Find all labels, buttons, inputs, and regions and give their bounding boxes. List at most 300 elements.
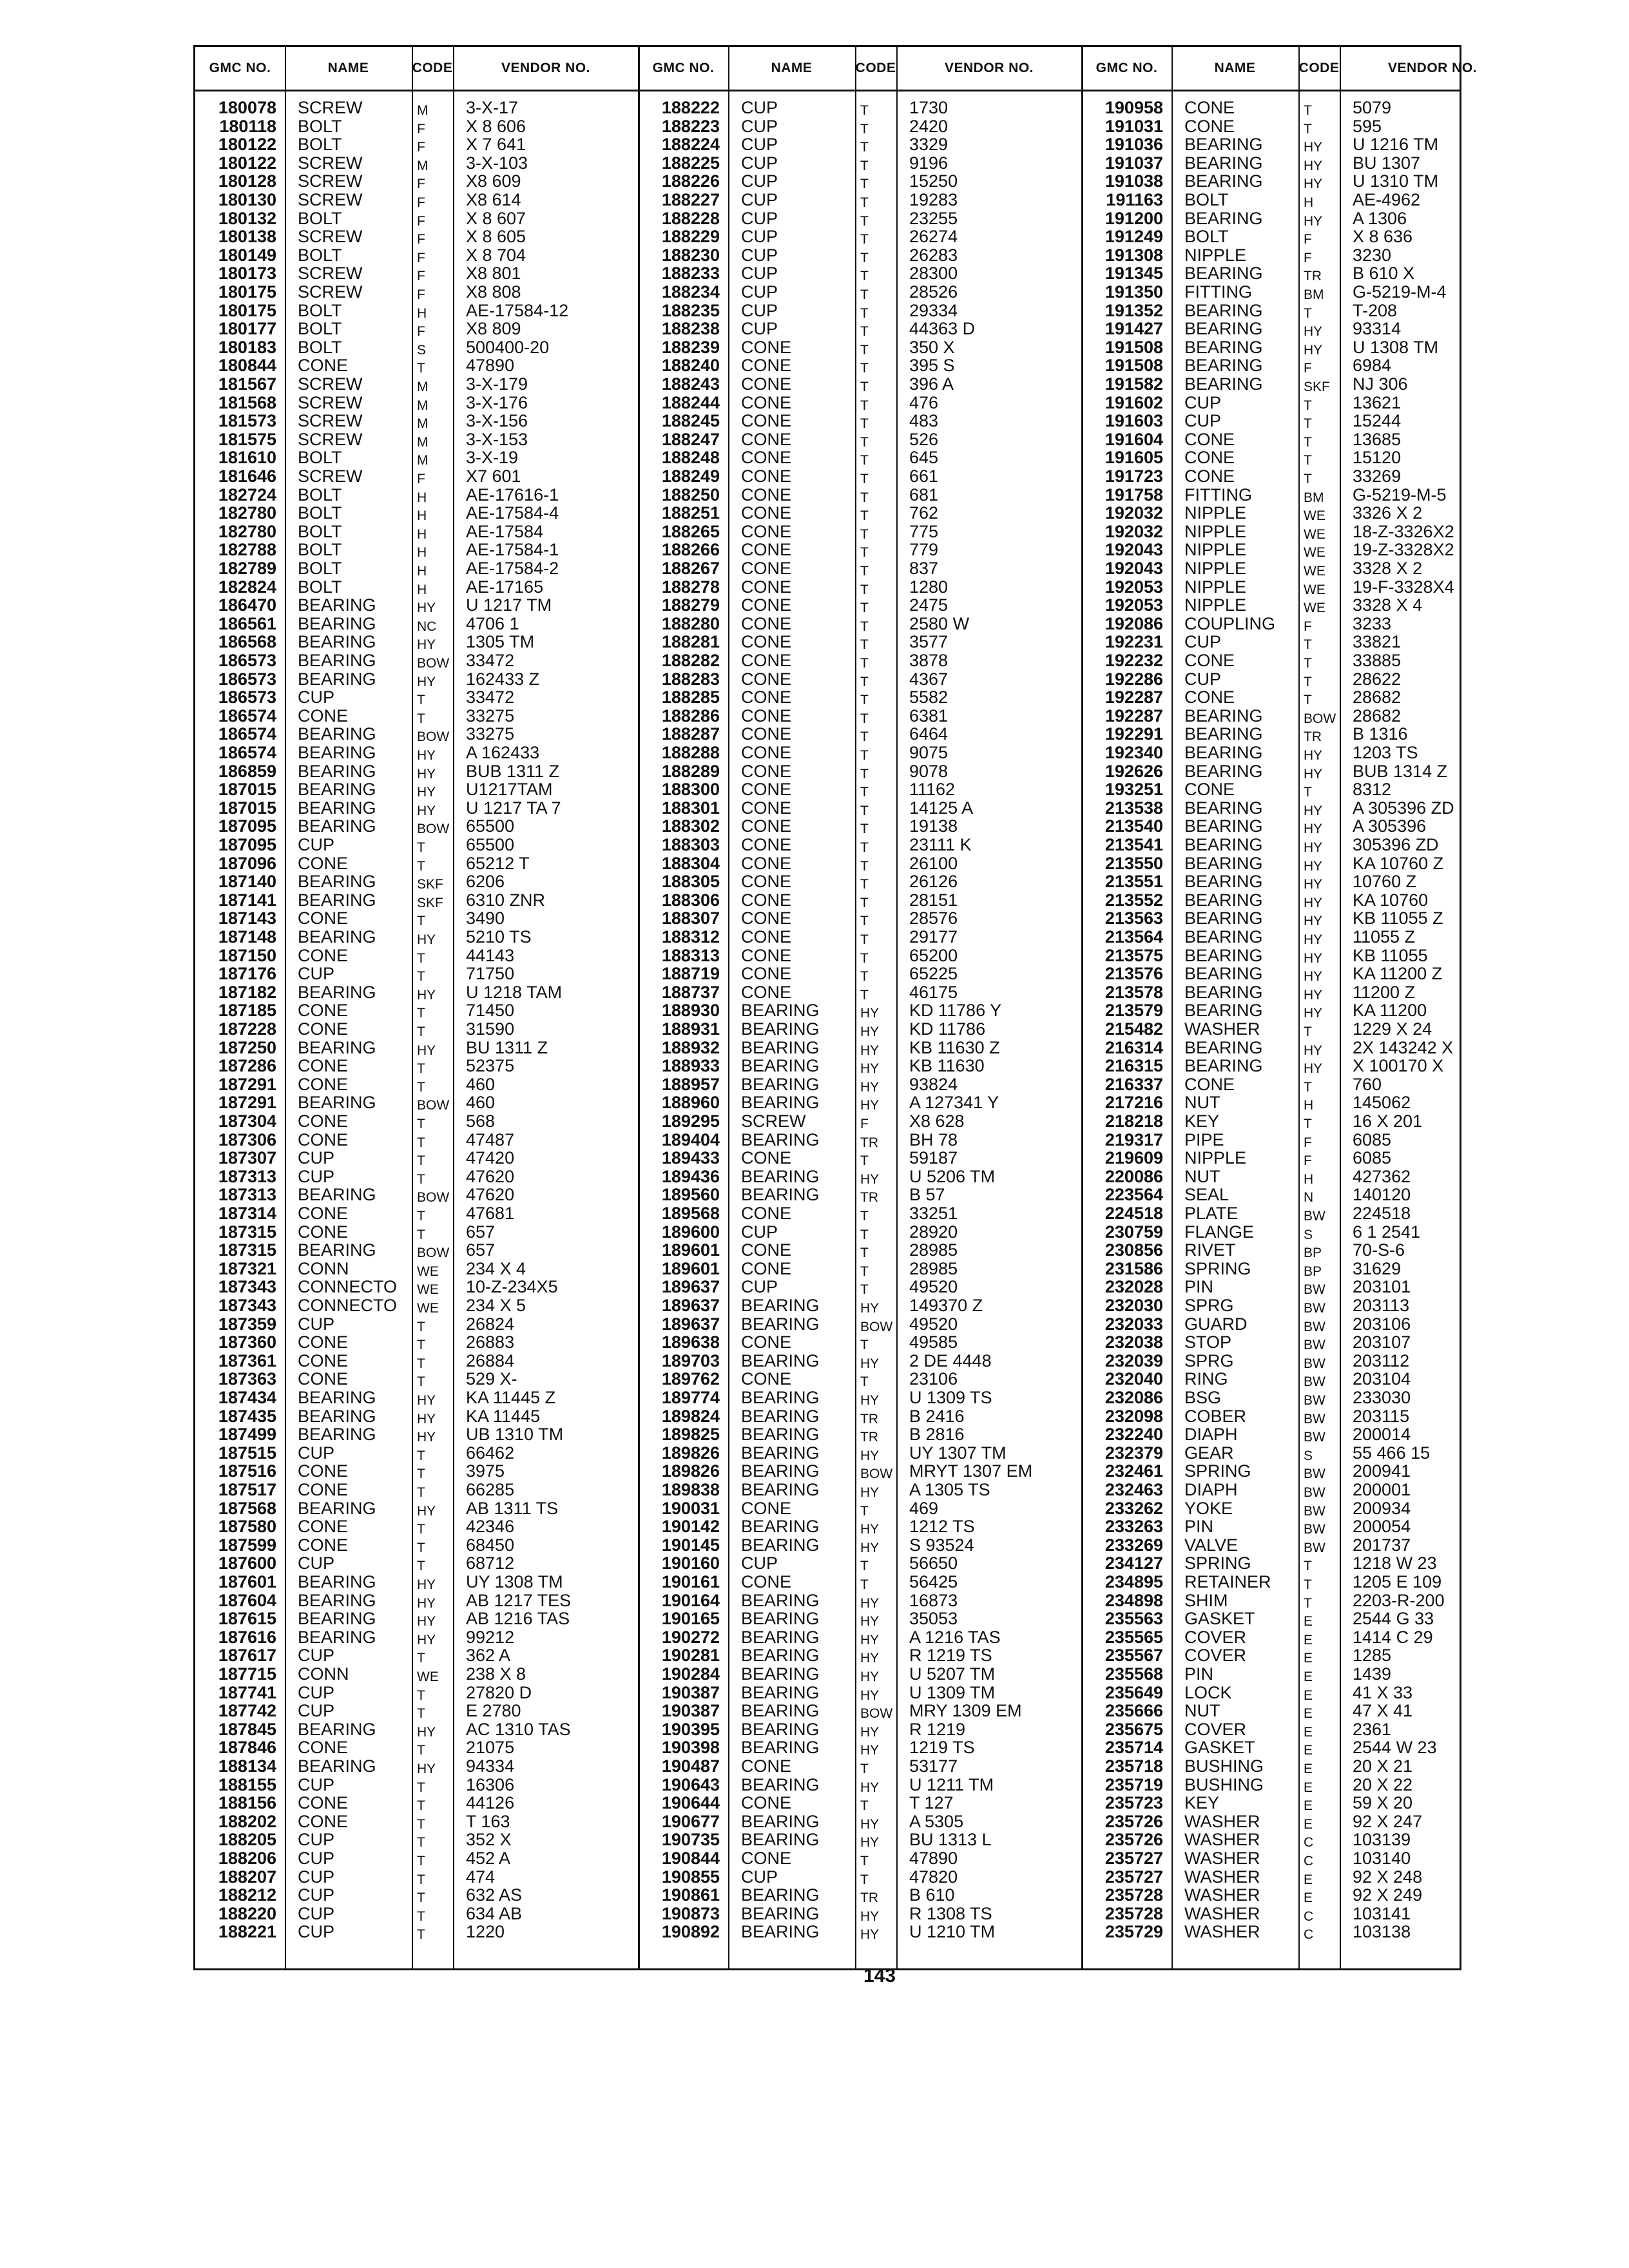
code-cell: HY — [1304, 840, 1323, 855]
name-cell: SPRING — [1184, 1258, 1251, 1278]
vendor-no-cell: 6 1 2541 — [1353, 1222, 1421, 1242]
vendor-no-cell: A 1305 TS — [909, 1480, 990, 1499]
code-cell: T — [1304, 472, 1312, 486]
vendor-no-cell: 33472 — [466, 687, 515, 707]
vendor-no-cell: BU 1311 Z — [466, 1037, 548, 1057]
name-cell: BEARING — [1184, 872, 1263, 892]
vendor-no-cell: 13621 — [1353, 392, 1402, 412]
name-cell: SCREW — [298, 98, 363, 117]
name-cell: CUP — [741, 227, 778, 247]
gmc-no-cell: 190160 — [661, 1553, 720, 1573]
name-cell: CONE — [741, 706, 792, 726]
name-cell: CUP — [298, 1166, 335, 1186]
vendor-no-cell: 6984 — [1353, 356, 1392, 376]
vendor-no-cell: 19-F-3328X4 — [1353, 577, 1454, 597]
vendor-no-cell: X8 809 — [466, 319, 521, 339]
vendor-no-cell: 15250 — [909, 171, 958, 191]
vendor-no-cell: 2361 — [1353, 1719, 1392, 1739]
vendor-no-cell: 3-X-179 — [466, 374, 528, 394]
name-cell: WASHER — [1184, 1903, 1260, 1923]
gmc-no-cell: 216337 — [1104, 1074, 1163, 1094]
vendor-no-cell: 1229 X 24 — [1353, 1019, 1432, 1039]
gmc-no-cell: 235666 — [1104, 1701, 1163, 1721]
name-cell: CONE — [298, 853, 349, 873]
vendor-no-cell: 27820 D — [466, 1682, 532, 1702]
vendor-no-cell: B 610 — [909, 1885, 955, 1905]
code-cell: S — [417, 342, 427, 358]
vendor-no-cell: 1218 W 23 — [1353, 1553, 1437, 1573]
gmc-no-cell: 190735 — [661, 1830, 720, 1850]
code-cell: BW — [1304, 1430, 1325, 1445]
code-cell: WE — [1304, 526, 1325, 542]
name-cell: SCREW — [298, 190, 363, 209]
vendor-no-cell: 65212 T — [466, 853, 530, 873]
vendor-no-cell: 350 X — [909, 337, 955, 357]
code-cell: BOW — [1304, 711, 1336, 726]
gmc-no-cell: 187616 — [218, 1627, 276, 1647]
name-cell: BEARING — [741, 1738, 820, 1758]
gmc-no-cell: 191723 — [1104, 466, 1163, 486]
vendor-no-cell: KA 10760 Z — [1353, 853, 1444, 873]
name-cell: BEARING — [298, 1590, 376, 1610]
name-cell: BEARING — [741, 1001, 820, 1021]
code-cell: T — [1304, 674, 1312, 689]
vendor-no-cell: 47890 — [909, 1849, 958, 1868]
code-cell: HY — [1304, 950, 1323, 966]
code-cell: T — [417, 1024, 425, 1039]
gmc-no-cell: 213540 — [1104, 816, 1163, 836]
gmc-no-cell: 191249 — [1104, 227, 1163, 247]
vendor-no-cell: AC 1310 TAS — [466, 1719, 571, 1739]
name-cell: BEARING — [741, 1701, 820, 1721]
code-cell: T — [417, 1153, 425, 1169]
gmc-no-cell: 190487 — [661, 1756, 720, 1776]
gmc-no-cell: 189826 — [661, 1461, 720, 1481]
name-cell: CUP — [741, 116, 778, 136]
gmc-no-cell: 188933 — [661, 1056, 720, 1076]
vendor-no-cell: 23111 K — [909, 835, 972, 854]
gmc-no-cell: 188156 — [218, 1793, 276, 1813]
gmc-no-cell: 190643 — [661, 1774, 720, 1794]
header-code: CODE — [1298, 61, 1340, 75]
name-cell: BOLT — [298, 337, 342, 357]
gmc-no-cell: 188737 — [661, 982, 720, 1002]
gmc-no-cell: 213538 — [1104, 798, 1163, 818]
gmc-no-cell: 188278 — [661, 577, 720, 597]
name-cell: BEARING — [741, 1922, 820, 1942]
name-cell: CUP — [741, 300, 778, 320]
code-cell: F — [860, 1117, 869, 1131]
vendor-no-cell: 3-X-103 — [466, 153, 528, 173]
gmc-no-cell: 182780 — [218, 503, 276, 523]
name-cell: CUP — [298, 964, 335, 984]
gmc-no-cell: 186573 — [218, 687, 276, 707]
gmc-no-cell: 213550 — [1104, 853, 1163, 873]
name-cell: BEARING — [1184, 927, 1263, 947]
gmc-no-cell: 187314 — [218, 1204, 276, 1223]
gmc-no-cell: 189637 — [661, 1277, 720, 1297]
code-cell: BW — [1304, 1411, 1325, 1427]
vendor-no-cell: 3328 X 2 — [1353, 559, 1423, 578]
header-vendor-no: VENDOR NO. — [944, 61, 1034, 75]
gmc-no-cell: 180122 — [218, 153, 276, 173]
name-cell: BEARING — [741, 1074, 820, 1094]
gmc-no-cell: 192291 — [1104, 724, 1163, 744]
code-cell: HY — [417, 1632, 436, 1648]
header-vendor-no: VENDOR NO. — [501, 61, 590, 75]
code-cell: T — [417, 1890, 425, 1906]
code-cell: H — [417, 305, 427, 321]
gmc-no-cell: 187176 — [218, 964, 276, 984]
name-cell: CONE — [741, 651, 792, 670]
code-cell: T — [417, 1816, 425, 1832]
code-cell: HY — [417, 803, 436, 818]
gmc-no-cell: 188229 — [661, 227, 720, 247]
code-cell: BW — [1304, 1393, 1325, 1408]
gmc-no-cell: 180175 — [218, 300, 276, 320]
code-cell: HY — [860, 1522, 880, 1537]
vendor-no-cell: 66462 — [466, 1443, 515, 1463]
code-cell: HY — [860, 1061, 880, 1077]
vendor-no-cell: 6085 — [1353, 1129, 1392, 1149]
name-cell: CONE — [298, 1461, 349, 1481]
vendor-no-cell: X8 609 — [466, 171, 521, 191]
name-cell: CUP — [298, 1885, 335, 1905]
gmc-no-cell: 180128 — [218, 171, 276, 191]
code-cell: HY — [1304, 140, 1323, 155]
name-cell: BEARING — [1184, 761, 1263, 781]
vendor-no-cell: 28576 — [909, 908, 958, 928]
code-cell: T — [860, 619, 869, 634]
gmc-no-cell: 188300 — [661, 780, 720, 800]
vendor-no-cell: 13685 — [1353, 429, 1402, 449]
gmc-no-cell: 187604 — [218, 1590, 276, 1610]
code-cell: T — [417, 1559, 425, 1574]
code-cell: T — [417, 914, 425, 929]
name-cell: BEARING — [741, 1056, 820, 1076]
gmc-no-cell: 180122 — [218, 135, 276, 155]
code-cell: HY — [417, 1724, 436, 1740]
gmc-no-cell: 191345 — [1104, 264, 1163, 284]
name-cell: BUSHING — [1184, 1756, 1264, 1776]
name-cell: CUP — [298, 1830, 335, 1850]
code-cell: HY — [417, 785, 436, 800]
vendor-no-cell: 18-Z-3326X2 — [1353, 521, 1454, 541]
code-cell: T — [860, 969, 869, 985]
vendor-no-cell: G-5219-M-4 — [1353, 282, 1447, 302]
code-cell: HY — [860, 1393, 880, 1408]
vendor-no-cell: 460 — [466, 1093, 496, 1113]
gmc-no-cell: 187315 — [218, 1240, 276, 1260]
gmc-no-cell: 235723 — [1104, 1793, 1163, 1813]
vendor-no-cell: E 2780 — [466, 1701, 521, 1721]
code-cell: T — [860, 748, 869, 763]
vendor-no-cell: 203104 — [1353, 1369, 1411, 1389]
gmc-no-cell: 219609 — [1104, 1148, 1163, 1168]
gmc-no-cell: 188283 — [661, 669, 720, 689]
vendor-no-cell: 224518 — [1353, 1204, 1411, 1223]
vendor-no-cell: 33251 — [909, 1204, 958, 1223]
gmc-no-cell: 235563 — [1104, 1609, 1163, 1629]
column-divider — [1298, 47, 1300, 1968]
code-cell: HY — [860, 1835, 880, 1850]
vendor-no-cell: 19283 — [909, 190, 958, 209]
vendor-no-cell: 469 — [909, 1498, 939, 1518]
gmc-no-cell: 233262 — [1104, 1498, 1163, 1518]
vendor-no-cell: 46175 — [909, 982, 958, 1002]
vendor-no-cell: X 8 607 — [466, 208, 526, 228]
name-cell: CONE — [741, 448, 792, 468]
code-cell: HY — [860, 1301, 880, 1316]
code-cell: T — [417, 1209, 425, 1224]
vendor-no-cell: 14125 A — [909, 798, 974, 818]
vendor-no-cell: 99212 — [466, 1627, 515, 1647]
gmc-no-cell: 190145 — [661, 1535, 720, 1555]
name-cell: BEARING — [741, 1166, 820, 1186]
code-cell: T — [860, 1503, 869, 1519]
gmc-no-cell: 235728 — [1104, 1903, 1163, 1923]
vendor-no-cell: 65500 — [466, 835, 515, 854]
code-cell: HY — [417, 1595, 436, 1611]
gmc-no-cell: 192053 — [1104, 577, 1163, 597]
vendor-no-cell: 10760 Z — [1353, 872, 1417, 892]
vendor-no-cell: 1285 — [1353, 1646, 1392, 1666]
code-cell: HY — [1304, 969, 1323, 985]
name-cell: CONE — [298, 1001, 349, 1021]
code-cell: HY — [860, 1595, 880, 1611]
name-cell: CONE — [741, 1498, 792, 1518]
vendor-no-cell: 28920 — [909, 1222, 958, 1242]
name-cell: BEARING — [741, 1627, 820, 1647]
name-cell: CONE — [298, 1350, 349, 1370]
gmc-no-cell: 191036 — [1104, 135, 1163, 155]
gmc-no-cell: 186561 — [218, 613, 276, 633]
gmc-no-cell: 188301 — [661, 798, 720, 818]
name-cell: CONN — [298, 1664, 349, 1684]
code-cell: E — [1304, 1632, 1313, 1648]
vendor-no-cell: X8 808 — [466, 282, 521, 302]
vendor-no-cell: 92 X 247 — [1353, 1811, 1423, 1831]
gmc-no-cell: 232028 — [1104, 1277, 1163, 1297]
gmc-no-cell: 188205 — [218, 1830, 276, 1850]
code-cell: HY — [1304, 803, 1323, 818]
vendor-no-cell: U 1217 TM — [466, 595, 552, 615]
name-cell: BEARING — [298, 632, 376, 652]
code-cell: E — [1304, 1762, 1313, 1776]
gmc-no-cell: 188265 — [661, 521, 720, 541]
gmc-no-cell: 188266 — [661, 540, 720, 560]
vendor-no-cell: 427362 — [1353, 1166, 1411, 1186]
gmc-no-cell: 235718 — [1104, 1756, 1163, 1776]
code-cell: E — [1304, 1669, 1313, 1684]
gmc-no-cell: 188281 — [661, 632, 720, 652]
name-cell: BEARING — [298, 1498, 376, 1518]
vendor-no-cell: B 2416 — [909, 1406, 965, 1426]
name-cell: CUP — [1184, 632, 1222, 652]
name-cell: SPRING — [1184, 1461, 1251, 1481]
code-cell: T — [860, 637, 869, 653]
code-cell: T — [860, 195, 869, 210]
name-cell: CUP — [298, 1646, 335, 1666]
vendor-no-cell: 59 X 20 — [1353, 1793, 1413, 1813]
vendor-no-cell: 47620 — [466, 1166, 515, 1186]
vendor-no-cell: 92 X 249 — [1353, 1885, 1423, 1905]
code-cell: BW — [1304, 1301, 1325, 1316]
name-cell: CONE — [741, 374, 792, 394]
vendor-no-cell: 3-X-176 — [466, 392, 528, 412]
name-cell: BEARING — [298, 1572, 376, 1591]
gmc-no-cell: 187291 — [218, 1074, 276, 1094]
vendor-no-cell: 28300 — [909, 264, 958, 284]
vendor-no-cell: 3975 — [466, 1461, 505, 1481]
vendor-no-cell: 21075 — [466, 1738, 515, 1758]
name-cell: CONE — [1184, 1074, 1235, 1094]
code-cell: T — [860, 785, 869, 800]
gmc-no-cell: 181573 — [218, 411, 276, 431]
vendor-no-cell: T 127 — [909, 1793, 954, 1813]
code-cell: HY — [1304, 858, 1323, 874]
gmc-no-cell: 186573 — [218, 669, 276, 689]
vendor-no-cell: R 1219 TS — [909, 1646, 992, 1666]
gmc-no-cell: 187499 — [218, 1425, 276, 1445]
code-cell: E — [1304, 1798, 1313, 1814]
code-cell: S — [1304, 1227, 1313, 1242]
code-cell: E — [1304, 1687, 1313, 1703]
gmc-no-cell: 182780 — [218, 521, 276, 541]
vendor-no-cell: A 305396 — [1353, 816, 1427, 836]
name-cell: CUP — [298, 1443, 335, 1463]
gmc-no-cell: 189295 — [661, 1111, 720, 1131]
code-cell: T — [1304, 785, 1312, 800]
name-cell: BEARING — [1184, 835, 1263, 854]
name-cell: CONE — [741, 1369, 792, 1389]
vendor-no-cell: 2544 G 33 — [1353, 1609, 1434, 1629]
name-cell: CONE — [741, 908, 792, 928]
name-cell: CUP — [298, 1701, 335, 1721]
gmc-no-cell: 188719 — [661, 964, 720, 984]
name-cell: BEARING — [298, 669, 376, 689]
vendor-no-cell: 71750 — [466, 964, 515, 984]
code-cell: TR — [860, 1411, 878, 1427]
gmc-no-cell: 191308 — [1104, 245, 1163, 265]
code-cell: WE — [1304, 545, 1325, 561]
header-code: CODE — [855, 61, 896, 75]
gmc-no-cell: 188960 — [661, 1093, 720, 1113]
code-cell: E — [1304, 1816, 1313, 1832]
gmc-no-cell: 231586 — [1104, 1258, 1163, 1278]
vendor-no-cell: 200001 — [1353, 1480, 1411, 1499]
vendor-no-cell: 44126 — [466, 1793, 515, 1813]
vendor-no-cell: AE-17584-12 — [466, 300, 569, 320]
gmc-no-cell: 190395 — [661, 1719, 720, 1739]
name-cell: CONE — [298, 1811, 349, 1831]
vendor-no-cell: 149370 Z — [909, 1296, 983, 1315]
gmc-no-cell: 213564 — [1104, 927, 1163, 947]
name-cell: CONE — [298, 1793, 349, 1813]
gmc-no-cell: 187363 — [218, 1369, 276, 1389]
code-cell: F — [417, 121, 425, 137]
name-cell: BEARING — [298, 1406, 376, 1426]
vendor-no-cell: 16873 — [909, 1590, 958, 1610]
vendor-no-cell: 162433 Z — [466, 669, 540, 689]
vendor-no-cell: 29177 — [909, 927, 958, 947]
vendor-no-cell: 2420 — [909, 116, 949, 136]
vendor-no-cell: X8 614 — [466, 190, 521, 209]
vendor-no-cell: 103140 — [1353, 1849, 1411, 1868]
code-cell: T — [860, 582, 869, 597]
vendor-no-cell: 35053 — [909, 1609, 958, 1629]
gmc-no-cell: 188224 — [661, 135, 720, 155]
gmc-no-cell: 192232 — [1104, 651, 1163, 670]
gmc-no-cell: 180175 — [218, 282, 276, 302]
gmc-no-cell: 235568 — [1104, 1664, 1163, 1684]
name-cell: SCREW — [298, 374, 363, 394]
code-cell: BW — [1304, 1466, 1325, 1482]
name-cell: CONE — [298, 908, 349, 928]
code-cell: M — [417, 380, 429, 394]
gmc-no-cell: 191582 — [1104, 374, 1163, 394]
vendor-no-cell: 19-Z-3328X2 — [1353, 540, 1454, 560]
name-cell: BEARING — [298, 927, 376, 947]
code-cell: HY — [417, 1043, 436, 1058]
vendor-no-cell: 3-X-17 — [466, 98, 519, 117]
vendor-no-cell: 16 X 201 — [1353, 1111, 1423, 1131]
name-cell: BEARING — [298, 651, 376, 670]
vendor-no-cell: 49520 — [909, 1277, 958, 1297]
gmc-no-cell: 216314 — [1104, 1037, 1163, 1057]
gmc-no-cell: 234898 — [1104, 1590, 1163, 1610]
gmc-no-cell: 235714 — [1104, 1738, 1163, 1758]
name-cell: RING — [1184, 1369, 1228, 1389]
code-cell: T — [860, 472, 869, 486]
gmc-no-cell: 181646 — [218, 466, 276, 486]
gmc-no-cell: 191037 — [1104, 153, 1163, 173]
name-cell: CONE — [1184, 466, 1235, 486]
code-cell: F — [417, 195, 425, 210]
name-cell: BEARING — [741, 1774, 820, 1794]
code-cell: HY — [1304, 342, 1323, 358]
gmc-no-cell: 217216 — [1104, 1093, 1163, 1113]
name-cell: CONE — [741, 356, 792, 376]
code-cell: T — [860, 1577, 869, 1592]
vendor-no-cell: 47890 — [466, 356, 515, 376]
code-cell: T — [417, 1743, 425, 1758]
name-cell: CONE — [298, 1222, 349, 1242]
gmc-no-cell: 189436 — [661, 1166, 720, 1186]
code-cell: HY — [860, 1006, 880, 1021]
vendor-no-cell: 44143 — [466, 945, 515, 965]
name-cell: CONE — [741, 613, 792, 633]
name-cell: CONE — [1184, 651, 1235, 670]
code-cell: T — [860, 1245, 869, 1261]
code-cell: T — [1304, 693, 1312, 708]
vendor-no-cell: 20 X 22 — [1353, 1774, 1413, 1794]
gmc-no-cell: 187846 — [218, 1738, 276, 1758]
vendor-no-cell: UY 1308 TM — [466, 1572, 563, 1591]
vendor-no-cell: 103141 — [1353, 1903, 1411, 1923]
code-cell: HY — [860, 1485, 880, 1500]
name-cell: CONE — [298, 1535, 349, 1555]
code-cell: M — [417, 158, 429, 173]
code-cell: T — [1304, 416, 1312, 432]
name-cell: CUP — [741, 1553, 778, 1573]
name-cell: CONE — [1184, 429, 1235, 449]
gmc-no-cell: 190164 — [661, 1590, 720, 1610]
vendor-no-cell: 26274 — [909, 227, 958, 247]
name-cell: BEARING — [1184, 1037, 1263, 1057]
gmc-no-cell: 188957 — [661, 1074, 720, 1094]
code-cell: T — [1304, 1117, 1312, 1131]
